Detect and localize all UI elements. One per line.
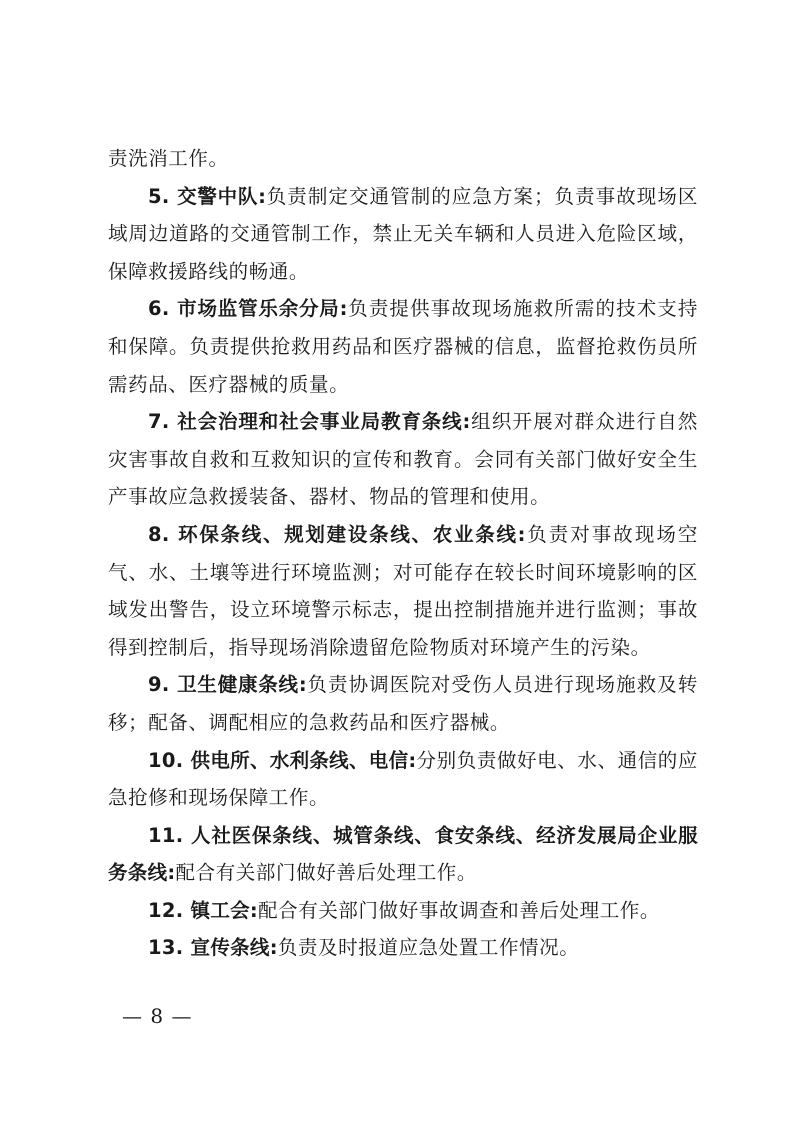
page-number: — 8 — [122, 1004, 193, 1028]
item-lead: 13. 宣传条线: [148, 936, 278, 960]
document-body [108, 140, 698, 967]
item-lead: 5. 交警中队: [148, 184, 267, 208]
item-paragraph [108, 929, 698, 967]
item-text: 负责及时报道应急处置工作情况。 [277, 936, 580, 960]
item-text: 组织开展对群众进行自然灾害事故自救和互救知识的宣传和教育。会同有关部门做好安全生产事故应急救援装备、器材、物品的管理和使用。 [108, 410, 698, 509]
item-text: 分别负责做好电、水、通信的应急抢修和现场保障工作。 [108, 748, 698, 810]
item-lead: 12. 镇工会: [148, 898, 259, 922]
item-paragraph [108, 666, 698, 741]
item-paragraph [108, 742, 698, 817]
continuation-paragraph [108, 140, 698, 178]
item-paragraph [108, 817, 698, 892]
item-paragraph [108, 516, 698, 666]
item-text: 配合有关部门做好善后处理工作。 [175, 861, 478, 885]
item-paragraph [108, 290, 698, 403]
item-text: 负责对事故现场空气、水、土壤等进行环境监测；对可能存在较长时间环境影响的区域发出警告，设立环境警示标志，提出控制措施并进行监测；事故得到控制后，指导现场消除遗留危险物质对环境产生的污染。 [108, 522, 698, 659]
item-text: 配合有关部门做好事故调查和善后处理工作。 [258, 898, 661, 922]
continuation-text: 责洗消工作。 [108, 147, 229, 170]
item-text: 负责制定交通管制的应急方案；负责事故现场区域周边道路的交通管制工作，禁止无关车辆和人员进入危险区域，保障救援路线的畅通。 [108, 184, 698, 283]
item-paragraph [108, 403, 698, 516]
item-lead: 8. 环保条线、规划建设条线、农业条线: [148, 522, 526, 546]
item-paragraph [108, 892, 698, 930]
item-lead: 9. 卫生健康条线: [148, 673, 307, 697]
item-lead: 11. 人社医保条线、城管条线、食安条线、经济发展局企业服务条线: [108, 823, 698, 885]
item-lead: 10. 供电所、水利条线、电信: [148, 748, 417, 772]
item-paragraph [108, 178, 698, 291]
item-text: 负责提供事故现场施救所需的技术支持和保障。负责提供抢救用药品和医疗器械的信息，监督抢救伤员所需药品、医疗器械的质量。 [108, 297, 699, 396]
item-lead: 7. 社会治理和社会事业局教育条线: [148, 410, 471, 434]
item-text: 负责协调医院对受伤人员进行现场施救及转移；配备、调配相应的急救药品和医疗器械。 [108, 673, 698, 734]
item-lead: 6. 市场监管乐余分局: [148, 297, 348, 321]
